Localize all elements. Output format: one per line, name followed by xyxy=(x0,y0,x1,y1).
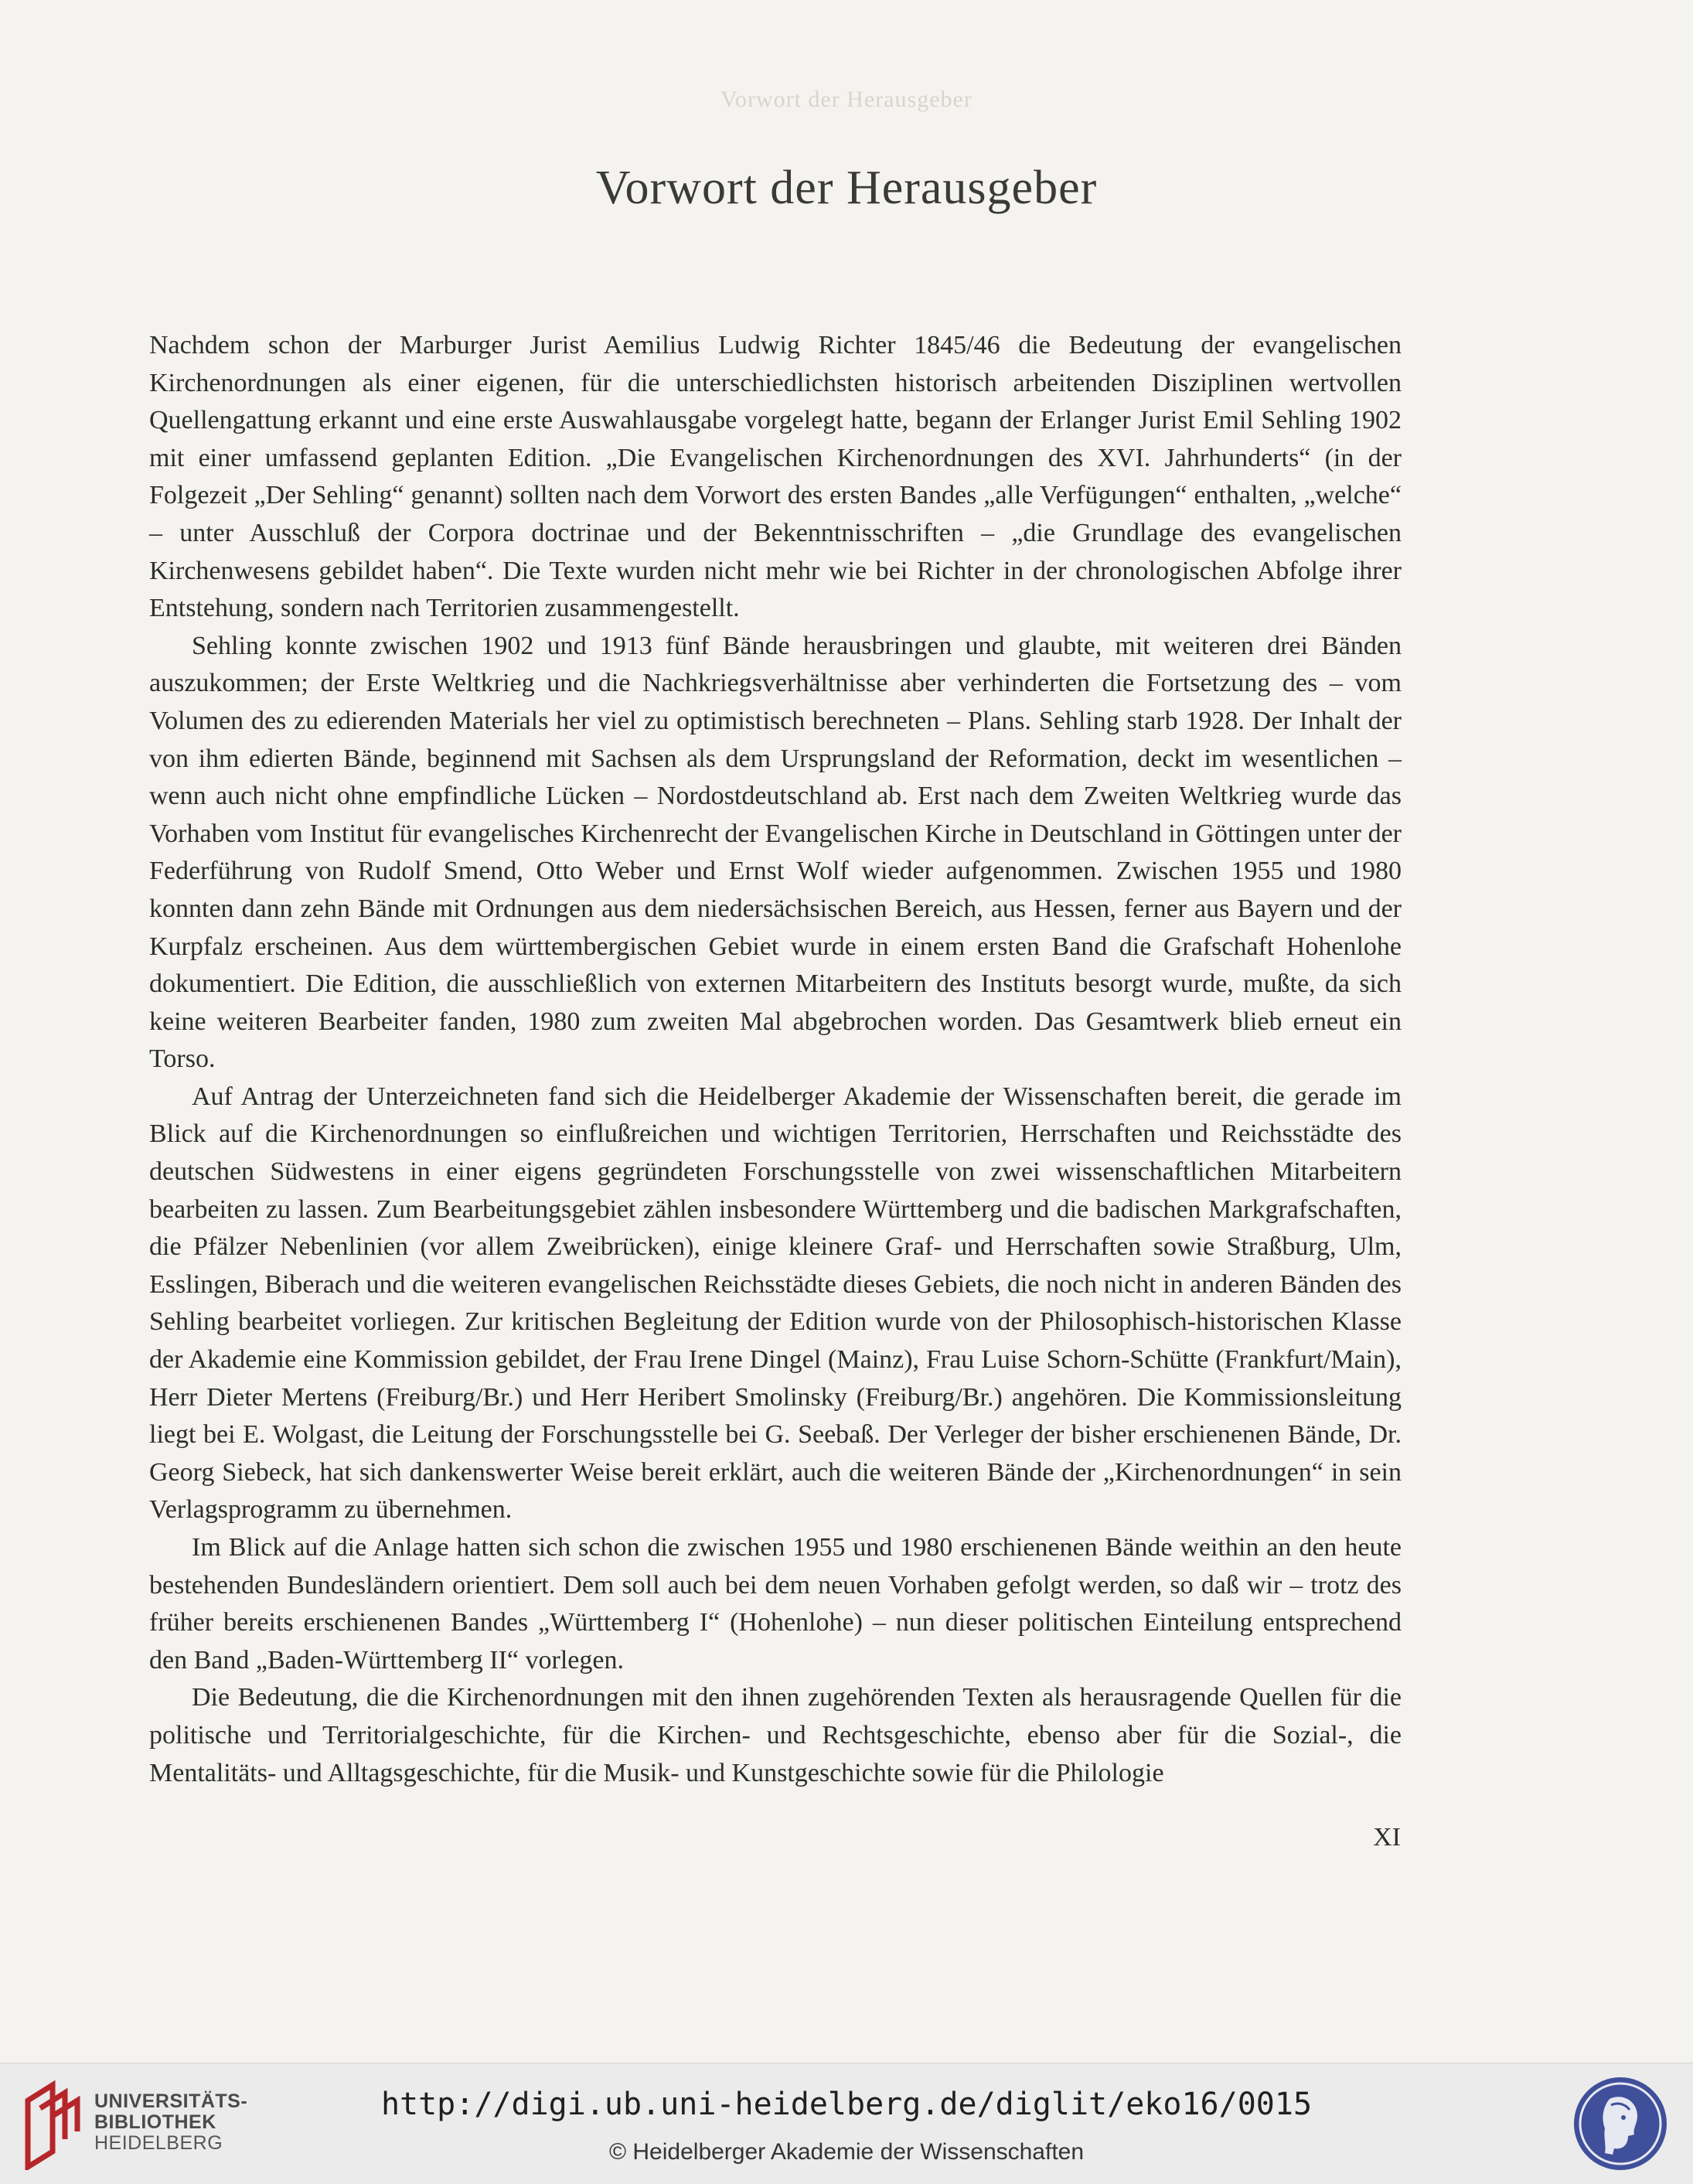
paragraph-2: Sehling konnte zwischen 1902 und 1913 fünf Bände herausbringen und glaubte, mit weiteren drei Bänden auszukommen; der Erste Weltkrieg und die Nachkriegsverhältnisse aber verhinderten die Fortsetzung des – vom Volumen des zu edierenden Materials her viel zu optimistisch berechneten – Plans. Sehling starb 1928. Der Inhalt der von ihm edierten Bände, beginnend mit Sachsen als dem Ursprungsland der Reformation, deckt im wesentlichen – wenn auch nicht ohne empfindliche Lücken – Nordostdeutschland ab. Erst nach dem Zweiten Weltkrieg wurde das Vorhaben vom Institut für evangelisches Kirchenrecht der Evangelischen Kirche in Deutschland in Göttingen unter der Federführung von Rudolf Smend, Otto Weber und Ernst Wolf wieder aufgenommen. Zwischen 1955 und 1980 konnten dann zehn Bände mit Ordnungen aus dem niedersächsischen Bereich, aus Hessen, ferner aus Bayern und der Kurpfalz erscheinen. Aus dem württembergischen Gebiet wurde in einem ersten Band die Grafschaft Hohenlohe dokumentiert. Die Edition, die ausschließlich von externen Mitarbeitern des Instituts besorgt wurde, mußte, da sich keine weiteren Bearbeiter fanden, 1980 zum zweiten Mal abgebrochen worden. Das Gesamtwerk blieb erneut ein Torso. xyxy=(149,631,1402,1074)
show-through-header: Vorwort der Herausgeber xyxy=(720,87,973,112)
paragraph-5: Die Bedeutung, die die Kirchenordnungen mit den ihnen zugehörenden Texten als herausragende Quellen für die politische und Territorialgeschichte, für die Kirchen- und Rechtsgeschichte, ebenso aber für die Sozial-, die Mentalitäts- und Alltagsgeschichte, für die Musik- und Kunstgeschichte sowie für die Philologie xyxy=(149,1683,1402,1787)
page-number: XI xyxy=(1373,1823,1401,1852)
library-name-line-2: BIBLIOTHEK xyxy=(94,2111,216,2133)
footer-bar xyxy=(0,2063,1693,2184)
copyright-notice: © Heidelberger Akademie der Wissenschaften xyxy=(608,2139,1085,2165)
permalink-url[interactable]: http://digi.ub.uni-heidelberg.de/diglit/eko16/0015 xyxy=(380,2087,1313,2122)
body-text xyxy=(149,327,1402,1792)
academy-seal-icon xyxy=(1571,2074,1670,2173)
library-name-line-1: UNIVERSITÄTS- xyxy=(94,2090,248,2112)
library-name-line-3: HEIDELBERG xyxy=(94,2132,223,2154)
paragraph-4: Im Blick auf die Anlage hatten sich schon die zwischen 1955 und 1980 erschienenen Bände weithin an den heute bestehenden Bundesländern orientiert. Dem soll auch bei dem neuen Vorhaben gefolgt werden, so daß wir – trotz des früher bereits erschienenen Bandes „Württemberg I“ (Hohenlohe) – nun dieser politischen Einteilung entsprechend den Band „Baden-Württemberg II“ vorlegen. xyxy=(149,1533,1402,1675)
page-title: Vorwort der Herausgeber xyxy=(595,162,1098,214)
paragraph-1: Nachdem schon der Marburger Jurist Aemilius Ludwig Richter 1845/46 die Bedeutung der evangelischen Kirchenordnungen als einer eigenen, für die unterschiedlichsten historisch arbeitenden Disziplinen wertvollen Quellengattung erkannt und eine erste Auswahlausgabe vorgelegt hatte, begann der Erlanger Jurist Emil Sehling 1902 mit einer umfassend geplanten Edition. „Die Evangelischen Kirchenordnungen des XVI. Jahrhunderts“ (in der Folgezeit „Der Sehling“ genannt) sollten nach dem Vorwort des ersten Bandes „alle Verfügungen“ enthalten, „welche“ – unter Ausschluß der Corpora doctrinae und der Bekenntnisschriften – „die Grundlage des evangelischen Kirchenwesens gebildet haben“. Die Texte wurden nicht mehr wie bei Richter in der chronologischen Abfolge ihrer Entstehung, sondern nach Territorien zusammengestellt. xyxy=(149,331,1402,623)
paragraph-3: Auf Antrag der Unterzeichneten fand sich die Heidelberger Akademie der Wissenschaften bereit, die gerade im Blick auf die Kirchenordnungen so einflußreichen und wichtigen Territorien, Herrschaften und Reichsstädte des deutschen Südwestens in einer eigens gegründeten Forschungsstelle von zwei wissenschaftlichen Mitarbeitern bearbeiten zu lassen. Zum Bearbeitungsgebiet zählen insbesondere Württemberg und die badischen Markgrafschaften, die Pfälzer Nebenlinien (vor allem Zweibrücken), einige kleinere Graf- und Herrschaften sowie Straßburg, Ulm, Esslingen, Biberach und die weiteren evangelischen Reichsstädte dieses Gebiets, die noch nicht in anderen Bänden des Sehling bearbeitet vorliegen. Zur kritischen Begleitung der Edition wurde von der Philosophisch-historischen Klasse der Akademie eine Kommission gebildet, der Frau Irene Dingel (Mainz), Frau Luise Schorn-Schütte (Frankfurt/Main), Herr Dieter Mertens (Freiburg/Br.) und Herr Heribert Smolinsky (Freiburg/Br.) angehören. Die Kommissionsleitung liegt bei E. Wolgast, die Leitung der Forschungsstelle bei G. Seebaß. Der Verleger der bisher erschienenen Bände, Dr. Georg Siebeck, hat sich dankenswerter Weise bereit erklärt, auch die weiteren Bände der „Kirchenordnungen“ in sein Verlagsprogramm zu übernehmen. xyxy=(149,1082,1402,1525)
